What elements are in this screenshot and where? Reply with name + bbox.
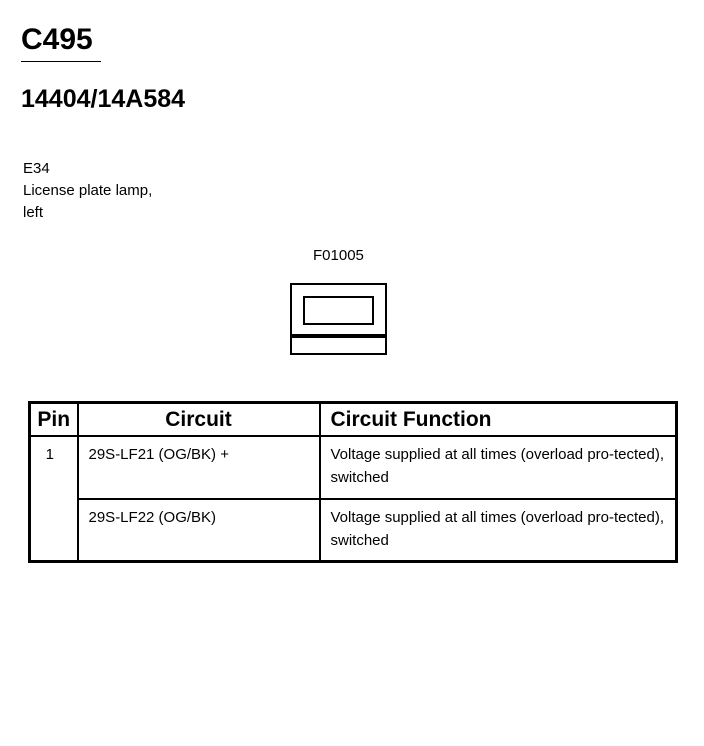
connector-face-socket xyxy=(303,296,374,325)
component-name-line1: License plate lamp, xyxy=(23,182,153,199)
circuit-function-cell: Voltage supplied at all times (overload pro-tected), switched xyxy=(320,436,677,499)
circuit-cell: 29S-LF21 (OG/BK) + xyxy=(78,436,320,499)
header-circuit-function: Circuit Function xyxy=(320,403,677,436)
connector-id: C495 xyxy=(21,23,93,56)
header-circuit: Circuit xyxy=(78,403,320,436)
connector-face-label: F01005 xyxy=(313,247,364,264)
table-row xyxy=(30,436,677,499)
component-code: E34 xyxy=(23,160,50,177)
pin-number: 1 xyxy=(30,436,78,562)
pin-table xyxy=(28,401,678,563)
table-row xyxy=(30,499,677,562)
pin-table-header-row xyxy=(30,403,677,436)
connector-id-underline xyxy=(21,61,101,62)
circuit-cell: 29S-LF22 (OG/BK) xyxy=(78,499,320,562)
part-number: 14404/14A584 xyxy=(21,85,186,113)
circuit-function-cell: Voltage supplied at all times (overload pro-tected), switched xyxy=(320,499,677,562)
component-name-line2: left xyxy=(23,204,44,221)
header-pin: Pin xyxy=(30,403,78,436)
connector-face-base xyxy=(290,336,387,355)
component-description xyxy=(23,158,152,224)
